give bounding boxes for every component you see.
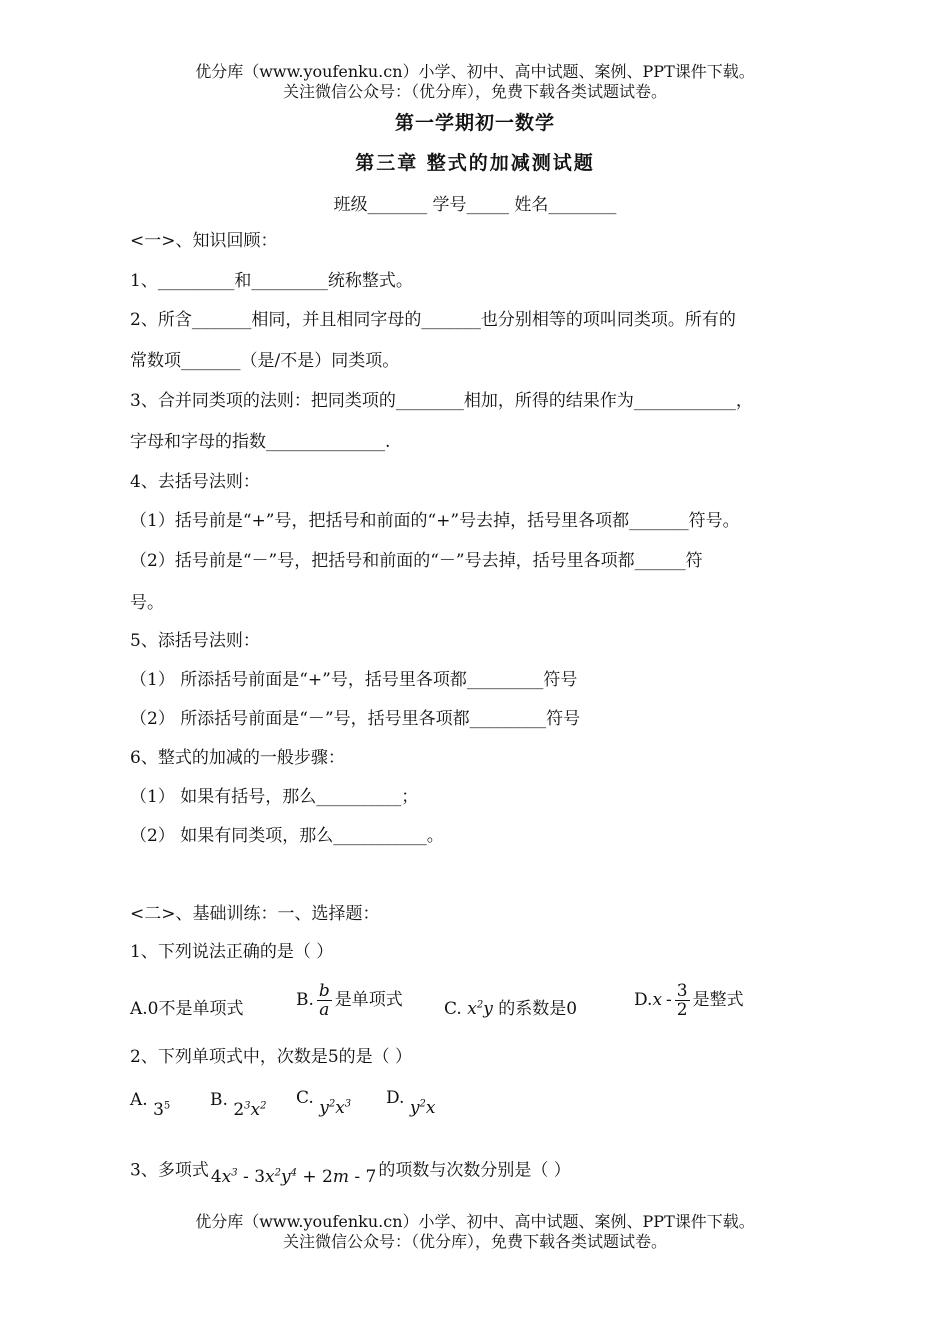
- question-5: 5、添括号法则：: [130, 631, 260, 651]
- expr-y2x: $y^2x$: [409, 1098, 436, 1118]
- option-a[interactable]: A.0不是单项式: [130, 999, 244, 1019]
- footer-line-2: 关注微信公众号：（优分库），免费下载各类试题试卷。: [282, 1232, 667, 1251]
- question-3-line-a: 3、合并同类项的法则：把同类项的________相加，所得的结果作为____________，: [130, 391, 753, 411]
- option-c-label: C.: [296, 1088, 314, 1108]
- option-d-label: D.: [386, 1088, 405, 1108]
- question-5-rule-1: （1） 所添括号前面是“+”号，括号里各项都_________符号: [130, 670, 578, 690]
- fraction-denominator: a: [319, 1000, 330, 1020]
- expr-x: x: [652, 990, 663, 1010]
- option-a[interactable]: [130, 1090, 171, 1120]
- question-2-line-a: 2、所含_______相同，并且相同字母的_______也分别相等的项叫同类项。所有的: [130, 310, 736, 330]
- fraction-b-over-a: [317, 982, 332, 1019]
- option-b[interactable]: [210, 1090, 267, 1120]
- question-4-rule-2-b: 号。: [130, 593, 164, 613]
- fraction-denominator: 2: [676, 1000, 688, 1020]
- question-6-step-1: （1） 如果有括号，那么__________；: [130, 787, 419, 807]
- option-c[interactable]: [296, 1088, 352, 1118]
- page-title: 第一学期初一数学: [394, 112, 555, 134]
- choice-question-3: [130, 1156, 571, 1187]
- option-b-text: 是单项式: [334, 990, 403, 1010]
- option-a-label: A.: [130, 1090, 148, 1110]
- header-line-1: 优分库（www.youfenku.cn）小学、初中、高中试题、案例、PPT课件下载。: [195, 62, 755, 81]
- expr-y2x3: $y^2x^3$: [319, 1098, 352, 1118]
- choice-question-1: 1、下列说法正确的是（ ）: [130, 942, 334, 962]
- option-c[interactable]: [444, 994, 577, 1019]
- question-6: 6、整式的加减的一般步骤：: [130, 748, 345, 768]
- minus-sign: -: [666, 990, 672, 1010]
- option-b-label: B.: [296, 990, 314, 1010]
- expr-3-pow-5: $3^5$: [153, 1100, 171, 1120]
- option-d[interactable]: [634, 982, 744, 1019]
- option-b-label: B.: [210, 1090, 228, 1110]
- footer-line-1: 优分库（www.youfenku.cn）小学、初中、高中试题、案例、PPT课件下载。: [195, 1212, 755, 1231]
- question-3-suffix: 的项数与次数分别是（ ）: [378, 1160, 571, 1181]
- option-b[interactable]: [296, 982, 403, 1019]
- question-4-rule-2-a: （2）括号前是“－”号，把括号和前面的“－”号去掉，括号里各项都______符: [130, 551, 703, 571]
- question-6-step-2: （2） 如果有同类项，那么___________。: [130, 826, 444, 846]
- fraction-3-over-2: [675, 982, 690, 1019]
- question-4-rule-1: （1）括号前是“+”号，把括号和前面的“+”号去掉，括号里各项都_______符号。: [130, 511, 740, 531]
- option-c-text: 的系数是0: [498, 999, 578, 1019]
- question-1: 1、_________和_________统称整式。: [130, 271, 413, 291]
- expr-polynomial: $4x^3 - 3x^2y^4 + 2m - 7$: [210, 1166, 377, 1187]
- option-c-label: C.: [444, 999, 462, 1019]
- header-line-2: 关注微信公众号：（优分库），免费下载各类试题试卷。: [282, 82, 667, 101]
- section1-heading: <一>、知识回顾：: [130, 231, 278, 251]
- student-info: 班级_______ 学号_____ 姓名________: [333, 195, 617, 215]
- question-1-options: [130, 980, 850, 1032]
- fraction-numerator: b: [318, 981, 330, 1001]
- question-3-prefix: 3、多项式: [130, 1160, 209, 1181]
- choice-question-2: 2、下列单项式中，次数是5的是（ ）: [130, 1047, 413, 1067]
- expr-2-3-x-2: $2^3x^2$: [233, 1100, 267, 1120]
- option-d-text: 是整式: [692, 990, 744, 1010]
- option-d[interactable]: [386, 1088, 436, 1118]
- fraction-numerator: 3: [676, 981, 688, 1001]
- question-2-line-b: 常数项_______（是/不是）同类项。: [130, 351, 400, 371]
- option-d-label: D.: [634, 990, 653, 1010]
- question-3-line-b: 字母和字母的指数______________.: [130, 432, 391, 452]
- page-subtitle: 第三章 整式的加减测试题: [355, 152, 595, 174]
- section2-heading: <二>、基础训练：一、选择题：: [130, 904, 380, 924]
- question-2-options: [130, 1086, 530, 1126]
- question-5-rule-2: （2） 所添括号前面是“－”号，括号里各项都_________符号: [130, 709, 581, 729]
- expr-x2y: $x^2y$: [467, 999, 493, 1019]
- question-4: 4、去括号法则：: [130, 472, 260, 492]
